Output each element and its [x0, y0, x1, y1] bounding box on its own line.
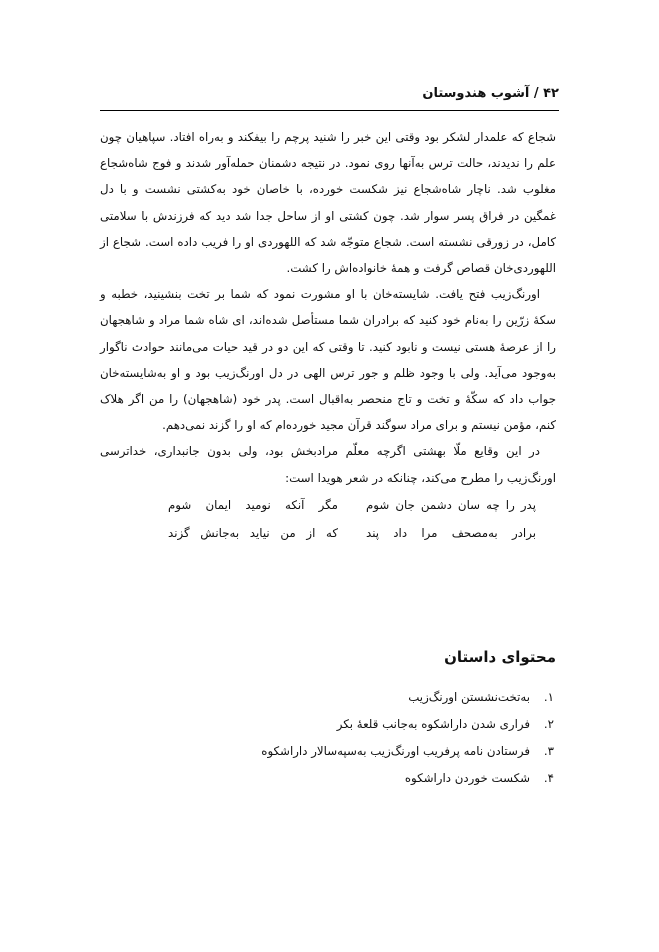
contents-item	[194, 738, 554, 765]
paragraph-2: اورنگ‌زیب فتح یافت. شایسته‌خان با او مشورت نمود که شما بر تخت بنشینید، خطبه و سکهٔ زرّین را به‌نام خود کنید که برادران شما مستأصل شده‌اند، ای شاه شما مراد و شاهجهان را از عرصهٔ هستی نیست و نابود کنید. تا وقتی که این دو در قید حیات می‌مانند حوادث ناگوار به‌وجود می‌آید. ولی با وجود ظلم و جور ترس الهی در دل اورنگ‌زیب بود و او به‌شایسته‌خان جواب داد که سکّهٔ و تخت و تاج منحصر به‌اقبال است. پدر خود (شاهجهان) را من اگر هلاک کنم، مؤمن نیستم و برای مراد سوگند قرآن مجید خورده‌ام که او را گزند نمی‌دهم.	[100, 287, 556, 433]
contents-item	[194, 684, 554, 711]
poem-hemistich-second: مگر آنکه نومید ایمان شوم	[168, 497, 338, 512]
paragraph-3: در این وقایع ملّا بهشتی اگرچه معلّم مرادبخش بود، ولی بدون جانبداری، خداترسی اورنگ‌زیب را مطرح می‌کند، چنانکه در شعر هویدا است:	[100, 444, 556, 485]
paragraph-1: شجاع که علمدار لشکر بود وقتی این خبر را شنید پرچم را بیفکند و به‌راه افتاد. سپاهیان چون علم را ندیدند، حالت ترس به‌آنها روی نمود. در نتیجه دشمنان حمله‌آور شدند و فوج شاه‌شجاع مغلوب شد. ناچار شاه‌شجاع نیز شکست خورده، با خاصان خود به‌کشتی نشست و با دل غمگین در فراق پسر سوار شد. چون کشتی او از ساحل جدا شد دید که فرزندش با سلامتی کامل، در زورقی نشسته است. شجاع متوجّه شد که اللهوردی او را فریب داده است. شجاع از اللهوردی‌خان قصاص گرفت و همهٔ خانواده‌اش را کشت.	[100, 130, 556, 276]
contents-item-number: ۲.	[543, 717, 554, 731]
contents-item-number: ۴.	[543, 771, 554, 785]
poem-hemistich-first: پدر را چه سان دشمن جان شوم	[366, 497, 536, 512]
contents-item-text: فراری شدن داراشکوه به‌جانب قلعهٔ بکر	[336, 717, 530, 731]
poem-hemistich-first: برادر به‌مصحف مرا داد پند	[366, 525, 536, 540]
contents-item-text: شکست خوردن داراشکوه	[404, 771, 530, 785]
body-text	[100, 124, 556, 547]
running-header	[100, 86, 559, 111]
contents-item-text: به‌تخت‌نشستن اورنگ‌زیب	[408, 690, 530, 704]
contents-item	[194, 765, 554, 792]
running-title: ۴۲ / آشوب هندوستان	[422, 86, 559, 101]
contents-list	[194, 684, 554, 792]
contents-item-number: ۳.	[543, 744, 554, 758]
contents-item	[194, 711, 554, 738]
contents-title: محتوای داستان	[444, 648, 556, 666]
poem-verse	[100, 519, 556, 547]
poem	[100, 491, 556, 547]
poem-verse	[100, 491, 556, 519]
poem-hemistich-second: که از من نیاید به‌جانش گزند	[168, 525, 338, 540]
contents-item-text: فرستادن نامه پرفریب اورنگ‌زیب به‌سپه‌سالار داراشکوه	[261, 744, 530, 758]
contents-item-number: ۱.	[543, 690, 554, 704]
